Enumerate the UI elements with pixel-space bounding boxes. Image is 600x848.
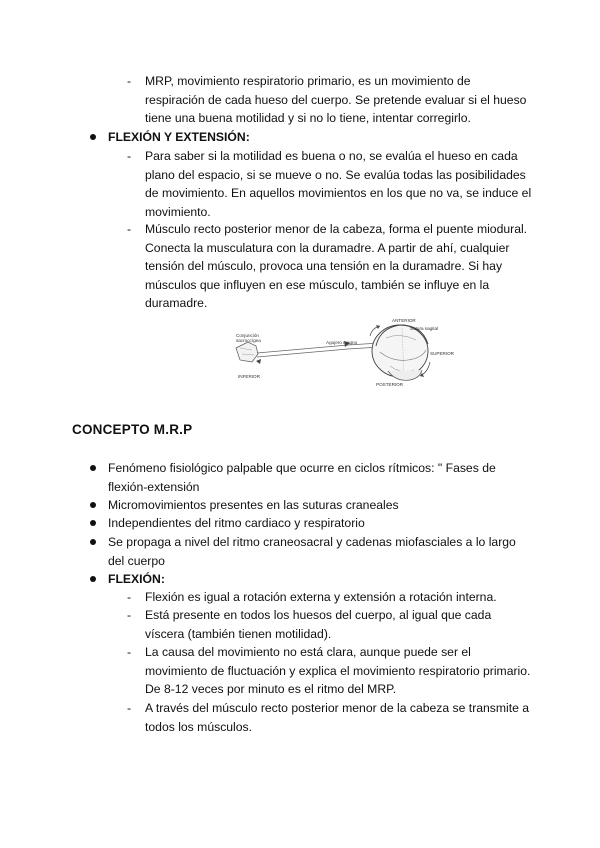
list-item-text: Músculo recto posterior menor de la cabeza, forma el puente miodural. Conecta la musculatura con la duramadre. A partir de ahí, cualquier tensión del músculo, provoca una tensión en la duramadre. Si hay músculos que influyen en ese músculo, también se influye en la duramadre. — [145, 222, 528, 311]
label-conjuncion-2: sacroccígea — [236, 338, 261, 343]
list-item — [127, 147, 532, 221]
list-item — [127, 699, 532, 736]
bullet-icon — [90, 520, 96, 526]
list-item-text: La causa del movimiento no está clara, aunque puede ser el movimiento de fluctuación y explica el movimiento respiratorio primario. De 8-12 veces por minuto es el ritmo del MRP. — [145, 645, 531, 697]
list-item-text: Fenómeno fisiológico palpable que ocurre en ciclos rítmicos: " Fases de flexión-extensión — [108, 461, 496, 494]
dash-marker: - — [127, 608, 132, 622]
list-item — [127, 606, 532, 643]
dash-marker: - — [127, 74, 132, 88]
section-heading: CONCEPTO M.R.P — [72, 422, 193, 437]
label-foramen: Agujero magno — [326, 340, 358, 345]
bullet-icon — [90, 134, 96, 140]
bullet-flexion — [90, 570, 530, 589]
list-item — [127, 220, 532, 313]
flexion-extension-heading: FLEXIÓN Y EXTENSIÓN: — [108, 130, 250, 144]
list-item — [90, 496, 530, 515]
list-item — [90, 459, 530, 496]
skull-spine-diagram — [230, 316, 470, 394]
list-item-text: Está presente en todos los huesos del cuerpo, al igual que cada víscera (también tienen motilidad). — [145, 608, 492, 641]
bullet-icon — [90, 539, 96, 545]
dash-marker: - — [127, 701, 132, 715]
diagram-illustration — [230, 316, 470, 394]
bullet-flexion-extension — [90, 128, 530, 147]
dash-marker: - — [127, 222, 132, 236]
label-inferior: INFERIOR — [238, 374, 260, 379]
dash-marker: - — [127, 590, 132, 604]
list-item-text: Se propaga a nivel del ritmo craneosacral y cadenas miofasciales a lo largo del cuerpo — [108, 535, 516, 568]
list-item-text: A través del músculo recto posterior menor de la cabeza se transmite a todos los músculos. — [145, 701, 530, 734]
bullet-icon — [90, 465, 96, 471]
list-item-text: Flexión es igual a rotación externa y extensión a rotación interna. — [145, 590, 497, 604]
list-item — [90, 514, 530, 533]
list-item — [127, 643, 532, 699]
list-item — [127, 588, 532, 607]
list-item — [127, 72, 532, 128]
label-conjuncion-1: Conjunción — [236, 333, 259, 338]
bullet-icon — [90, 576, 96, 582]
list-item-text: Para saber si la motilidad es buena o no, se evalúa el hueso en cada plano del espacio, si se mueve o no. Se evalúa todas las posibilidades de movimiento. En aquellos movimientos en los que no va, se induce el movimiento. — [145, 149, 532, 219]
list-item — [90, 533, 530, 570]
label-posterior: POSTERIOR — [376, 382, 404, 387]
label-sutura: Sutura sagital — [410, 326, 439, 331]
bullet-icon — [90, 502, 96, 508]
list-item-text: Micromovimientos presentes en las suturas craneales — [108, 498, 399, 512]
list-item-text: MRP, movimiento respiratorio primario, es un movimiento de respiración de cada hueso del cuerpo. Se pretende evaluar si el hueso tiene una buena motilidad y si no lo tiene, intentar corregirlo. — [145, 74, 527, 126]
label-superior: SUPERIOR — [430, 351, 454, 356]
flexion-heading: FLEXIÓN: — [108, 572, 165, 586]
list-item-text: Independientes del ritmo cardiaco y respiratorio — [108, 516, 365, 530]
label-anterior: ANTERIOR — [392, 318, 416, 323]
dash-marker: - — [127, 645, 132, 659]
dash-marker: - — [127, 149, 132, 163]
